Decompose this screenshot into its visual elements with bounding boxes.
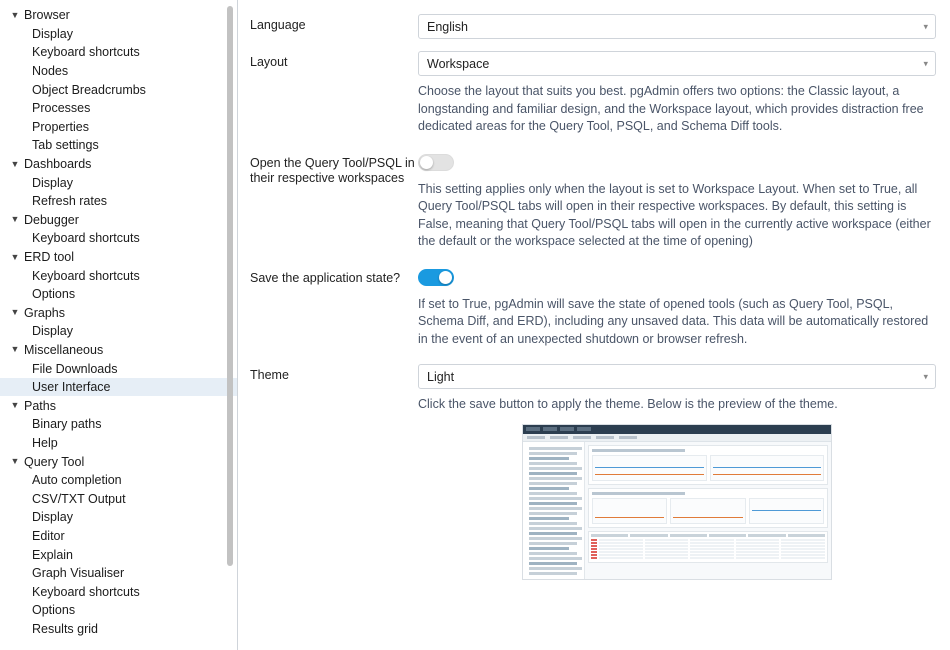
sidebar-item-auto-completion[interactable]: [0, 471, 237, 490]
theme-help-text: Click the save button to apply the theme. Below is the preview of the theme.: [418, 397, 838, 411]
preview-menubar: [523, 434, 831, 442]
preview-body: [523, 442, 831, 580]
chevron-down-icon[interactable]: ▼: [10, 9, 20, 20]
sidebar-item-browser[interactable]: [0, 6, 237, 25]
sidebar-item-properties[interactable]: [0, 118, 237, 137]
preview-data-grid: [588, 531, 828, 563]
sidebar-item-label: Options: [32, 603, 76, 618]
chevron-down-icon: ▾: [923, 371, 928, 381]
sidebar-item-options[interactable]: [0, 601, 237, 620]
sidebar-item-processes[interactable]: [0, 99, 237, 118]
sidebar-item-refresh-rates[interactable]: [0, 192, 237, 211]
sidebar-item-label: Keyboard shortcuts: [32, 268, 140, 283]
language-value: English: [427, 19, 468, 34]
toggle-knob: [420, 156, 433, 169]
setting-layout: [250, 51, 936, 136]
sidebar-item-nodes[interactable]: [0, 62, 237, 81]
sidebar-item-label: Refresh rates: [32, 194, 108, 209]
chevron-down-icon: ▾: [923, 21, 928, 31]
sidebar-item-options[interactable]: [0, 285, 237, 304]
language-select[interactable]: [418, 14, 936, 39]
sidebar-item-label: Help: [32, 435, 58, 450]
sidebar-item-display[interactable]: [0, 322, 237, 341]
theme-value: Light: [427, 369, 455, 384]
sidebar-item-label: Keyboard shortcuts: [32, 584, 140, 599]
preview-card-mid: [588, 488, 828, 528]
theme-preview-wrapper: [418, 424, 936, 580]
sidebar-item-label: Keyboard shortcuts: [32, 45, 140, 60]
chevron-down-icon[interactable]: ▼: [10, 251, 20, 262]
sidebar-scrollbar-thumb[interactable]: [227, 6, 233, 566]
chevron-down-icon[interactable]: ▼: [10, 400, 20, 411]
sidebar-item-display[interactable]: [0, 173, 237, 192]
sidebar-item-binary-paths[interactable]: [0, 415, 237, 434]
setting-theme: [250, 364, 936, 580]
sidebar-item-keyboard-shortcuts[interactable]: [0, 266, 237, 285]
sidebar-item-label: Display: [32, 175, 73, 190]
layout-value: Workspace: [427, 56, 490, 71]
sidebar-item-label: Display: [32, 26, 73, 41]
sidebar-item-object-breadcrumbs[interactable]: [0, 80, 237, 99]
preview-main-area: [585, 442, 831, 580]
query-tool-workspaces-toggle[interactable]: [418, 154, 454, 171]
sidebar-item-label: Miscellaneous: [24, 342, 104, 357]
sidebar-item-erd-tool[interactable]: [0, 248, 237, 267]
sidebar-item-graph-visualiser[interactable]: [0, 564, 237, 583]
chevron-down-icon[interactable]: ▼: [10, 214, 20, 225]
sidebar-item-label: User Interface: [32, 380, 111, 395]
sidebar-item-label: Results grid: [32, 621, 98, 636]
sidebar-item-miscellaneous[interactable]: [0, 341, 237, 360]
sidebar-item-label: ERD tool: [24, 250, 75, 265]
sidebar-item-help[interactable]: [0, 434, 237, 453]
sidebar-item-paths[interactable]: [0, 396, 237, 415]
sidebar-item-label: Processes: [32, 101, 91, 116]
sidebar-item-label: Options: [32, 287, 76, 302]
sidebar-item-label: Paths: [24, 398, 56, 413]
sidebar-item-tab-settings[interactable]: [0, 136, 237, 155]
chevron-down-icon[interactable]: ▼: [10, 307, 20, 318]
chevron-down-icon: ▾: [923, 58, 928, 68]
sidebar-item-label: Auto completion: [32, 473, 122, 488]
sidebar-item-label: Debugger: [24, 212, 79, 227]
sidebar-item-label: Dashboards: [24, 157, 92, 172]
sidebar-item-dashboards[interactable]: [0, 155, 237, 174]
preview-titlebar: [523, 425, 831, 434]
setting-language: [250, 14, 936, 39]
preferences-sidebar: [0, 0, 238, 650]
sidebar-item-label: Tab settings: [32, 138, 99, 153]
layout-help-text: Choose the layout that suits you best. pgAdmin offers two options: the Classic layout, a longstanding and familiar design, and the Workspace layout, which provides distraction free dedicated areas for the Query Tool, PSQL, and Schema Diff tools.: [418, 84, 924, 133]
theme-label: Theme: [250, 368, 289, 382]
toggle-knob: [439, 271, 452, 284]
language-label: Language: [250, 18, 306, 32]
setting-save-application-state: [250, 267, 936, 349]
sidebar-item-results-grid[interactable]: [0, 620, 237, 639]
sidebar-item-label: CSV/TXT Output: [32, 491, 126, 506]
sidebar-item-query-tool[interactable]: [0, 452, 237, 471]
query-tool-workspaces-label: Open the Query Tool/PSQL in their respective workspaces: [250, 155, 415, 185]
sidebar-item-display[interactable]: [0, 25, 237, 44]
sidebar-item-label: Graph Visualiser: [32, 566, 125, 581]
sidebar-item-csv-txt-output[interactable]: [0, 489, 237, 508]
sidebar-item-display[interactable]: [0, 508, 237, 527]
sidebar-item-label: Properties: [32, 119, 89, 134]
layout-select[interactable]: [418, 51, 936, 76]
sidebar-item-label: Object Breadcrumbs: [32, 82, 146, 97]
sidebar-item-label: Browser: [24, 8, 70, 23]
sidebar-item-editor[interactable]: [0, 527, 237, 546]
preferences-tree[interactable]: [0, 0, 237, 650]
save-application-state-label: Save the application state?: [250, 270, 401, 285]
preferences-content: [238, 0, 950, 650]
sidebar-item-debugger[interactable]: [0, 211, 237, 230]
save-application-state-toggle[interactable]: [418, 269, 454, 286]
theme-preview-image: [522, 424, 832, 580]
sidebar-item-label: Nodes: [32, 64, 69, 79]
sidebar-item-label: File Downloads: [32, 361, 118, 376]
sidebar-item-label: Editor: [32, 528, 65, 543]
sidebar-item-label: Graphs: [24, 305, 65, 320]
chevron-down-icon[interactable]: ▼: [10, 344, 20, 355]
layout-label: Layout: [250, 55, 288, 69]
sidebar-item-label: Keyboard shortcuts: [32, 231, 140, 246]
sidebar-item-graphs[interactable]: [0, 304, 237, 323]
sidebar-item-keyboard-shortcuts[interactable]: [0, 582, 237, 601]
sidebar-item-label: Display: [32, 510, 73, 525]
sidebar-item-label: Binary paths: [32, 417, 102, 432]
query-tool-workspaces-help-text: This setting applies only when the layout is set to Workspace Layout. When set to True, all Query Tool/PSQL tabs will open in their respective workspaces. By default, this setting is False, meaning that Query Tool/PSQL tabs will open in the currently active workspace (either the default or the workspace selected at the time of opening): [418, 181, 931, 248]
setting-query-tool-workspaces: [250, 152, 936, 251]
sidebar-scrollbar-track[interactable]: [229, 2, 235, 648]
preview-browser-tree: [523, 442, 585, 580]
sidebar-item-label: Query Tool: [24, 454, 85, 469]
sidebar-item-keyboard-shortcuts[interactable]: [0, 229, 237, 248]
theme-select[interactable]: [418, 364, 936, 389]
sidebar-item-label: Display: [32, 324, 73, 339]
chevron-down-icon[interactable]: ▼: [10, 456, 20, 467]
sidebar-item-user-interface[interactable]: [0, 378, 237, 397]
sidebar-item-file-downloads[interactable]: [0, 359, 237, 378]
sidebar-item-label: Explain: [32, 547, 73, 562]
chevron-down-icon[interactable]: ▼: [10, 158, 20, 169]
preview-card-top: [588, 445, 828, 485]
sidebar-item-keyboard-shortcuts[interactable]: [0, 43, 237, 62]
save-application-state-help-text: If set to True, pgAdmin will save the state of opened tools (such as Query Tool, PSQL, Schema Diff, and ERD), including any unsaved data. This data will be automatically restored in the event of an unexpected shutdown or browser refresh.: [418, 296, 929, 346]
sidebar-item-explain[interactable]: [0, 545, 237, 564]
